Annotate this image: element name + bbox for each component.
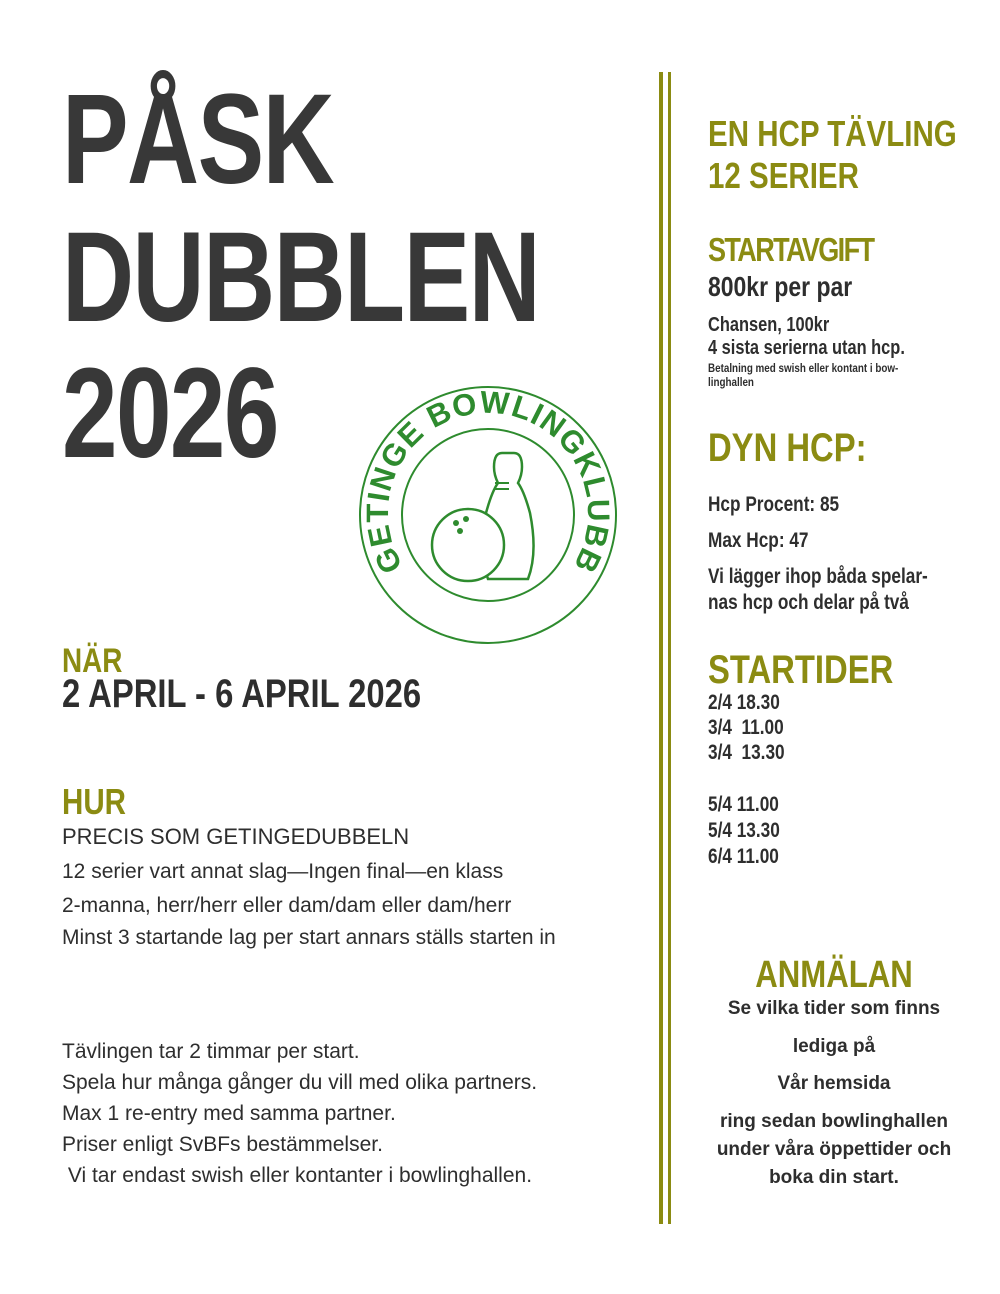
column-divider-secondary	[668, 72, 671, 1224]
signup-label: ANMÄLAN	[755, 954, 913, 996]
start-time: 3/4 13.30	[708, 741, 785, 764]
signup-line-2: lediga på	[792, 1036, 876, 1057]
info-line-3: Max 1 re-entry med samma partner.	[62, 1102, 396, 1125]
when-label: NÄR	[62, 642, 123, 680]
column-divider	[659, 72, 663, 1224]
payment-line-2: linghallen	[708, 375, 754, 389]
payment-line-1: Betalning med swish eller kontant i bow-	[708, 361, 899, 375]
info-line-5: Vi tar endast swish eller kontanter i bowlinghallen.	[62, 1164, 533, 1187]
competition-line-2: 12 SERIER	[708, 155, 859, 196]
fee-label: STARTAVGIFT	[708, 231, 874, 268]
signup-line-6: boka din start.	[769, 1167, 899, 1188]
title-line-3: 2026	[62, 342, 278, 485]
hcp-percent: Hcp Procent: 85	[708, 493, 840, 516]
hcp-note-line-1: Vi lägger ihop båda spelar-	[708, 565, 928, 588]
info-line-4: Priser enligt SvBFs bestämmelser.	[62, 1133, 383, 1156]
signup-line-4: ring sedan bowlinghallen	[719, 1111, 949, 1132]
chance-line-1: Chansen, 100kr	[708, 314, 830, 336]
signup-line-5: under våra öppettider och	[716, 1139, 952, 1160]
how-line-2: 2-manna, herr/herr eller dam/dam eller dam/herr	[62, 894, 512, 917]
start-time: 3/4 11.00	[708, 716, 784, 739]
signup-line-1: Se vilka tider som finns	[727, 998, 941, 1019]
times-label: STARTIDER	[708, 648, 894, 692]
how-subtitle: PRECIS SOM GETINGEDUBBELN	[62, 824, 410, 849]
how-line-1: 12 serier vart annat slag—Ingen final—en klass	[62, 860, 504, 883]
how-label: HUR	[62, 781, 126, 822]
info-line-2: Spela hur många gånger du vill med olika partners.	[62, 1071, 538, 1094]
signup-line-3: Vår hemsida	[777, 1073, 891, 1094]
competition-line-1: EN HCP TÄVLING	[708, 113, 957, 154]
hcp-note-line-2: nas hcp och delar på två	[708, 591, 909, 614]
fee-value: 800kr per par	[708, 271, 853, 302]
how-line-3: Minst 3 startande lag per start annars ställs starten in	[62, 926, 556, 949]
start-time: 5/4 11.00	[708, 793, 779, 816]
signup-section	[700, 956, 968, 994]
start-time: 2/4 18.30	[708, 691, 780, 714]
when-dates: 2 APRIL - 6 APRIL 2026	[62, 672, 422, 716]
club-logo	[356, 383, 620, 647]
logo-ring-text: GETINGE BOWLINGKLUBB	[359, 384, 617, 580]
start-time: 6/4 11.00	[708, 845, 779, 868]
info-line-1: Tävlingen tar 2 timmar per start.	[62, 1040, 360, 1063]
chance-line-2: 4 sista serierna utan hcp.	[708, 337, 905, 359]
start-time: 5/4 13.30	[708, 819, 780, 842]
hcp-label: DYN HCP:	[708, 426, 867, 470]
title-line-2: DUBBLEN	[62, 206, 540, 349]
title-line-1: PÅSK	[62, 68, 334, 211]
hcp-max: Max Hcp: 47	[708, 529, 809, 552]
